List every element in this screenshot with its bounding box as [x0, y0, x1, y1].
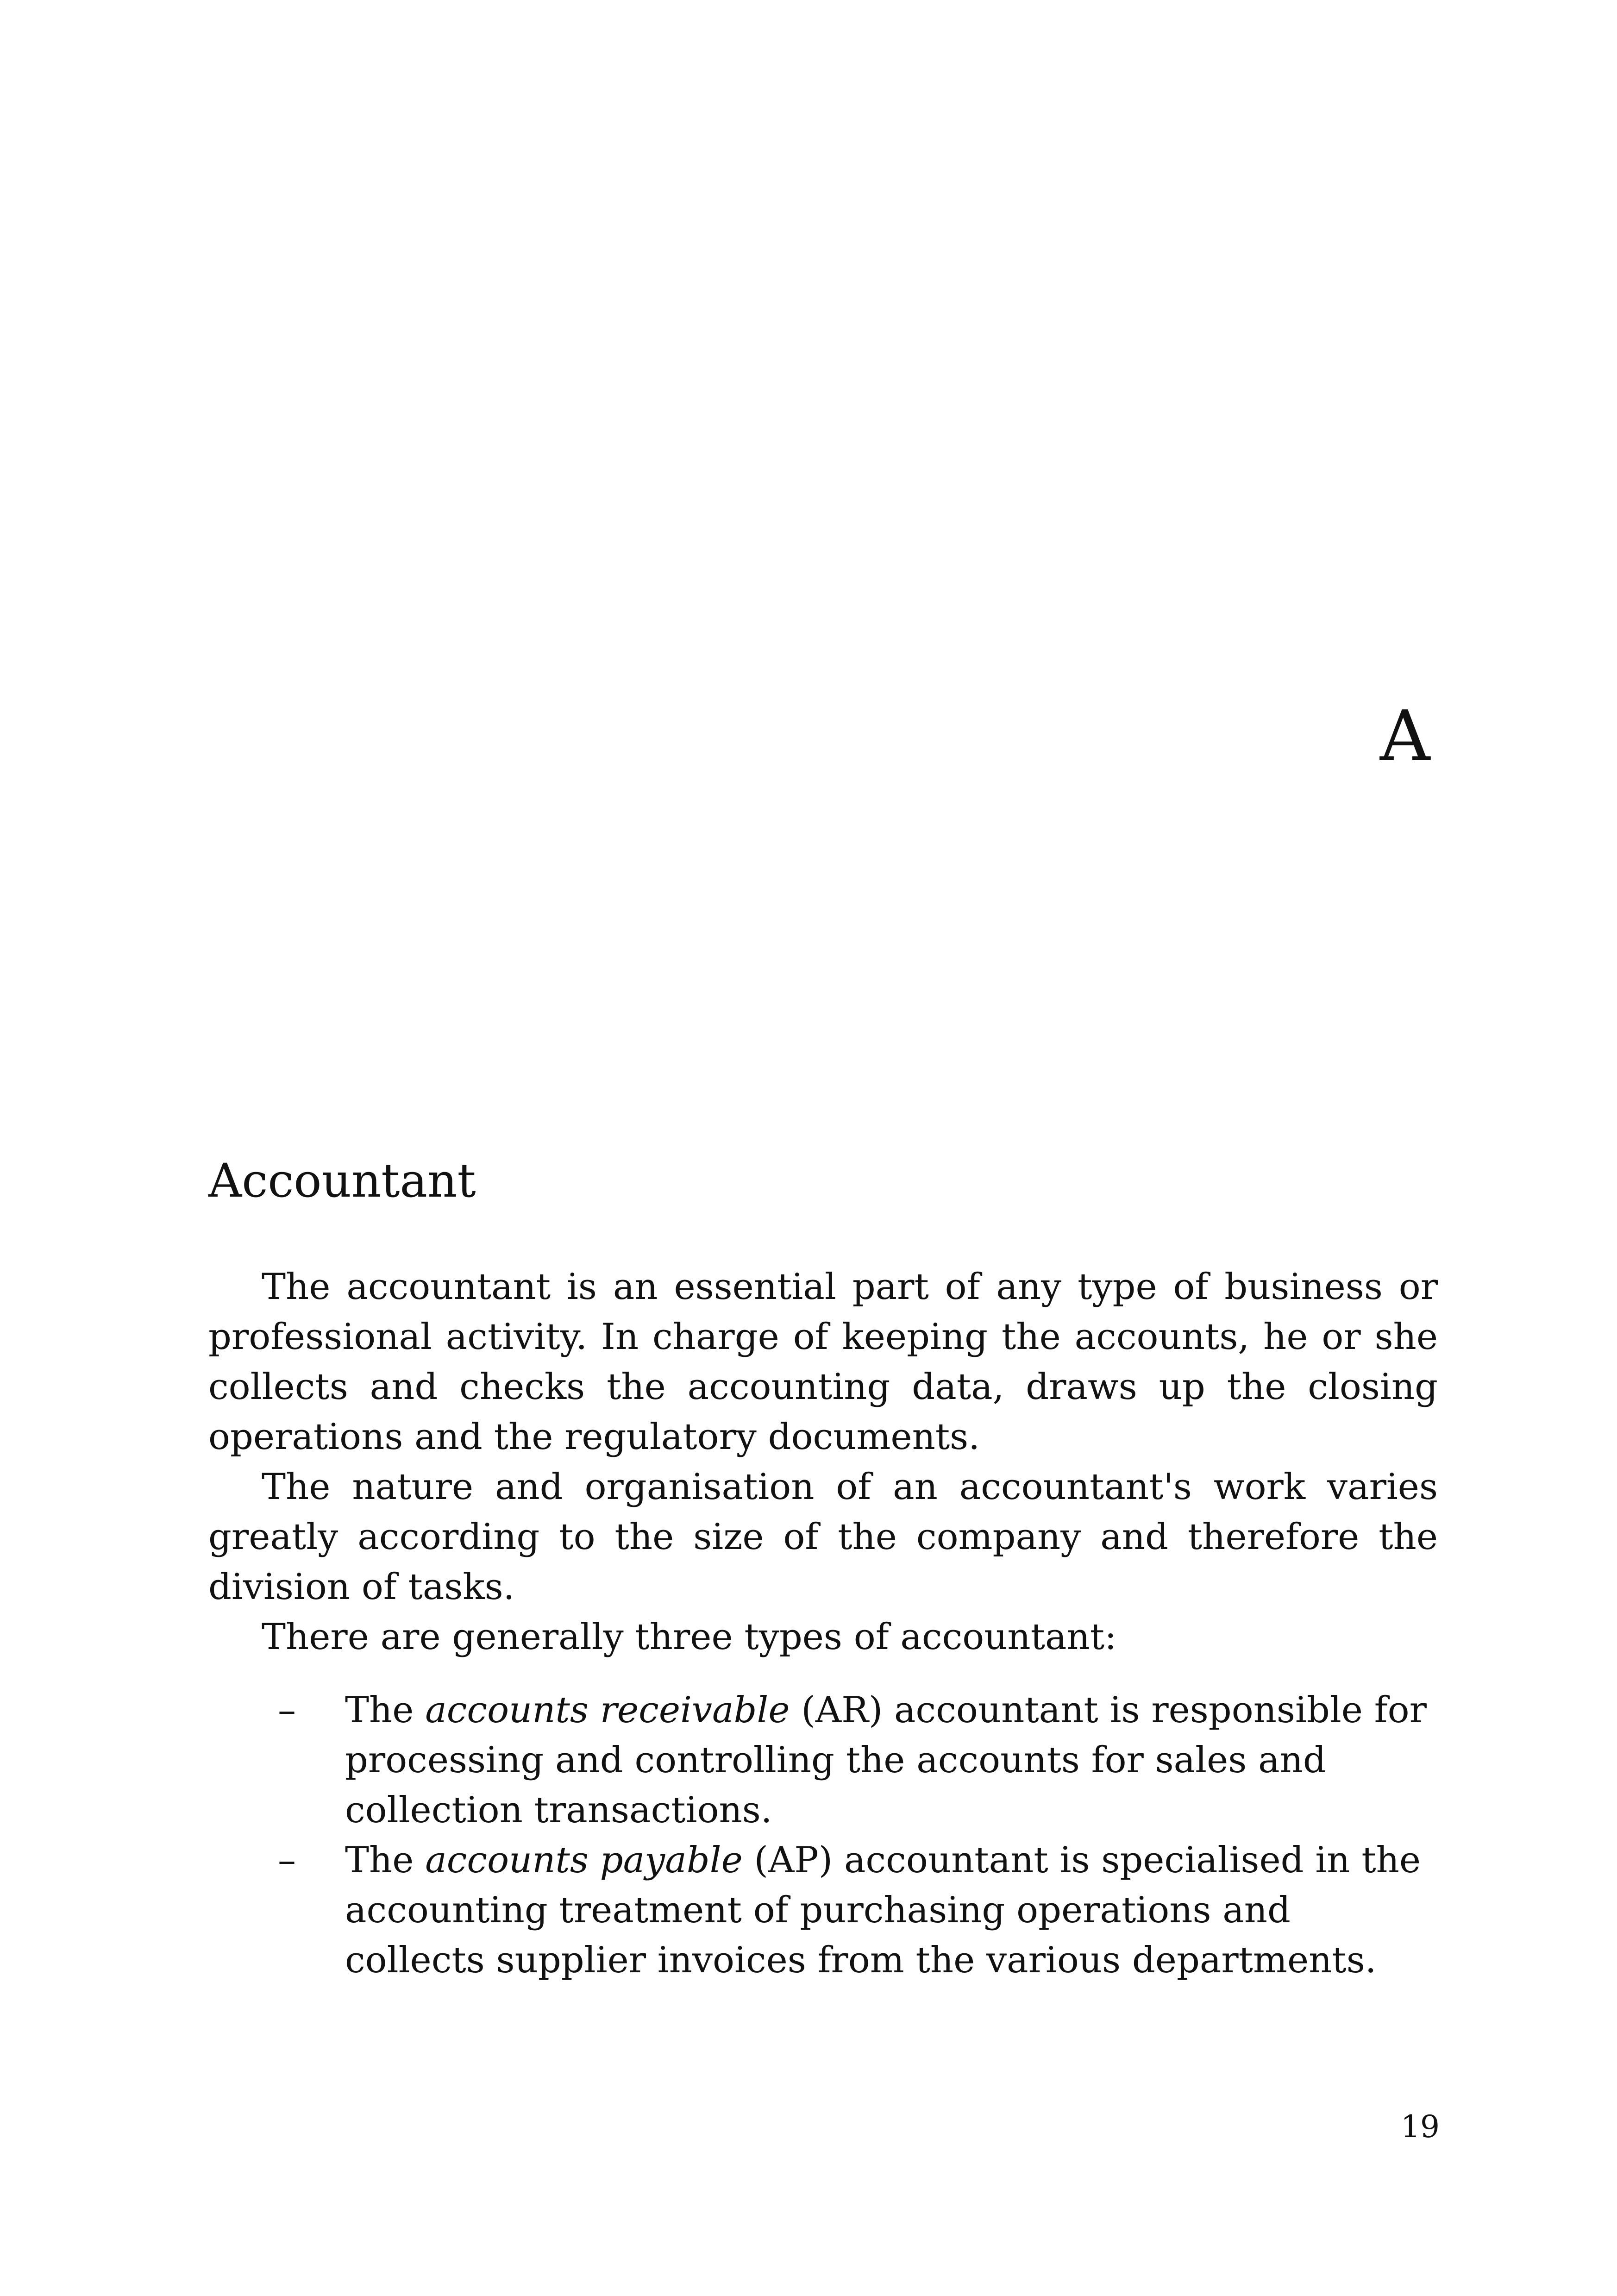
list-item [208, 1835, 1438, 1985]
paragraph: There are generally three types of accountant: [262, 1616, 1117, 1658]
list-item-term: accounts receivable [425, 1689, 790, 1731]
entry-body [208, 1262, 1438, 1985]
dash-bullet: – [278, 1839, 296, 1881]
list-item-text: (AP) accountant is specialised in the accounting treatment of purchasing operations and collects supplier invoices from the various departments. [345, 1839, 1421, 1981]
page-number: 19 [1401, 2109, 1440, 2145]
paragraph: The accountant is an essential part of any type of business or professional activity. In charge of keeping the accounts, he or she collects and checks the accounting data, draws up the closing operations and the regulatory documents. [208, 1266, 1438, 1458]
list-item [208, 1685, 1438, 1835]
dash-bullet: – [278, 1689, 296, 1731]
paragraph: The nature and organisation of an accountant's work varies greatly according to the size of the company and therefore the division of tasks. [208, 1466, 1438, 1608]
list-item-term: accounts payable [425, 1839, 743, 1881]
accountant-types-list [208, 1685, 1438, 1985]
entry-title: Accountant [208, 1154, 476, 1208]
list-item-prefix: The [345, 1689, 426, 1731]
list-item-prefix: The [345, 1839, 426, 1881]
list-item-text: (AR) accountant is responsible for processing and controlling the accounts for sales and collection transactions. [345, 1689, 1427, 1831]
section-letter: A [1380, 696, 1430, 777]
